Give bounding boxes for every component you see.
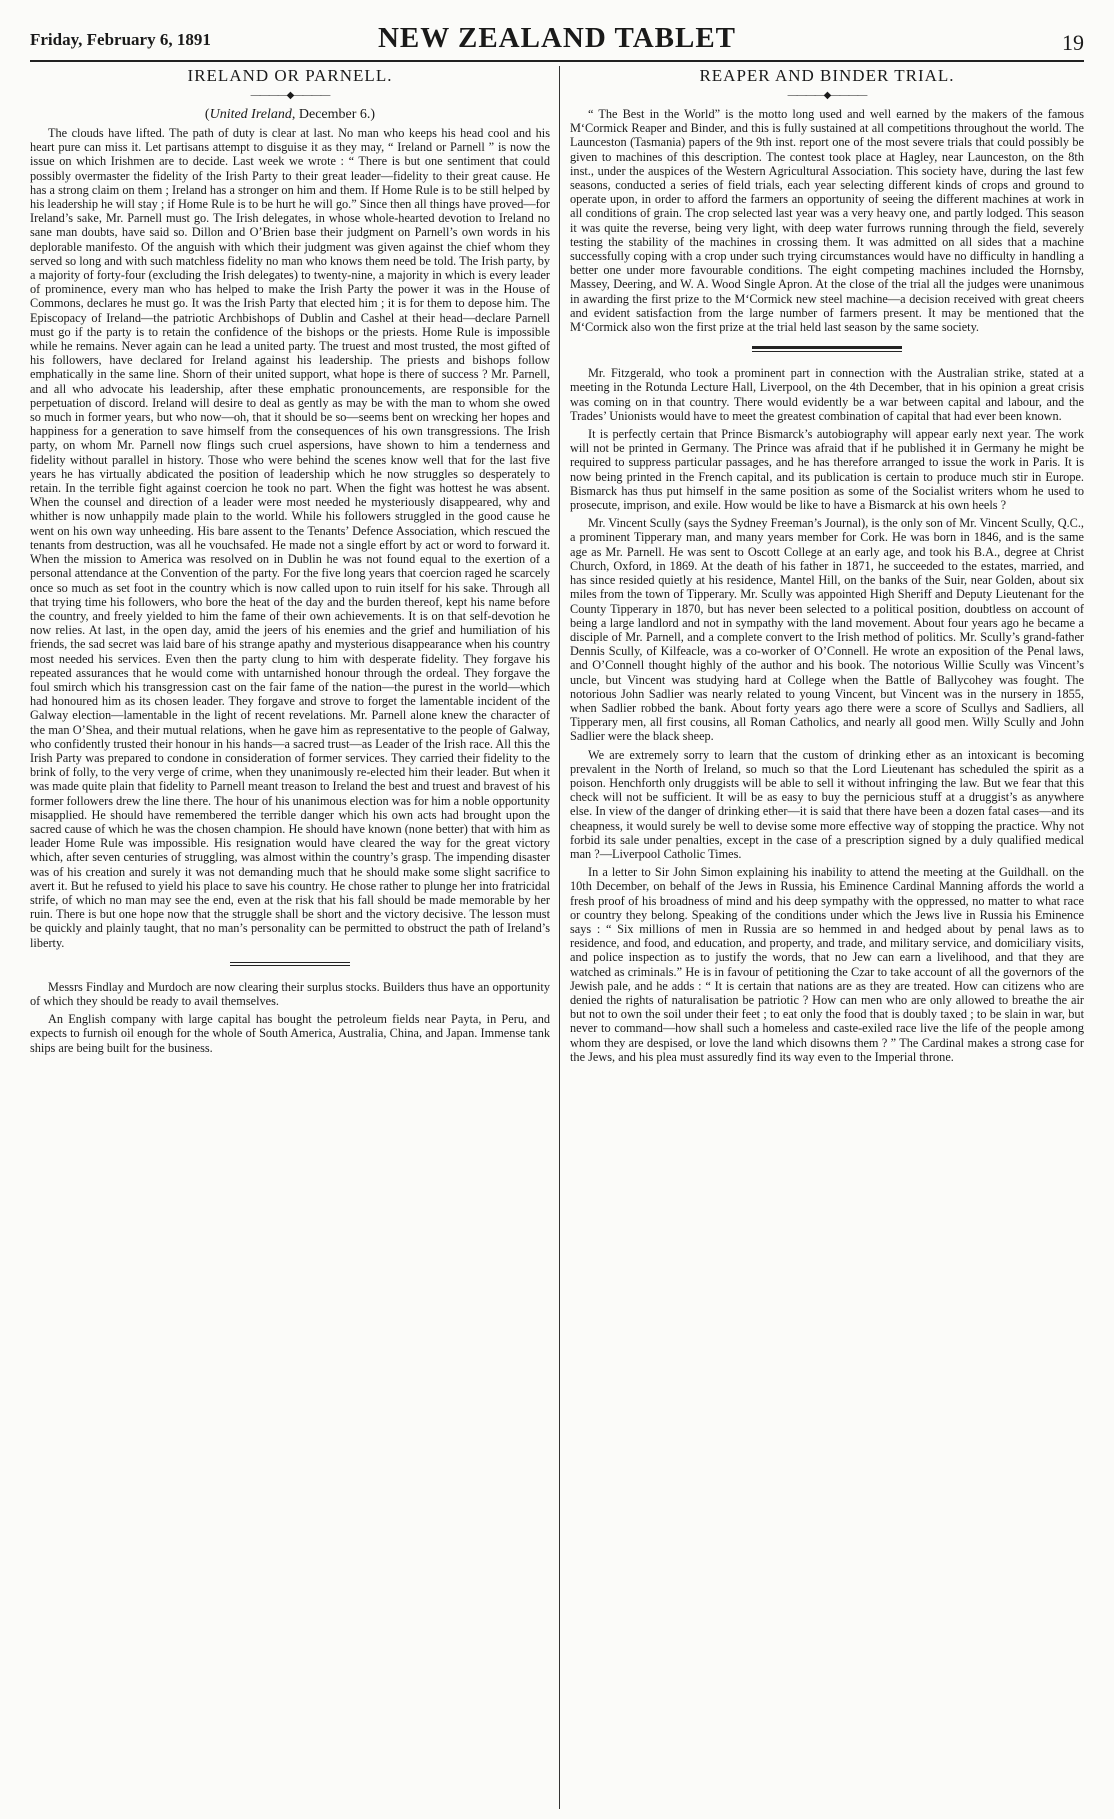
note-paragraph: Messrs Findlay and Murdoch are now clearing their surplus stocks. Builders thus have an opportunity of which they should be ready to avail themselves. [30, 979, 550, 1008]
masthead [30, 18, 1084, 62]
paper-title: NEW ZEALAND TABLET [377, 22, 737, 54]
note-paragraph: An English company with large capital has bought the petroleum fields near Payta, in Peru, and expects to furnish oil enough for the whole of South America, Australia, China, and Japan. Immense tank ships are being built for the business. [30, 1012, 550, 1055]
note-paragraph: In a letter to Sir John Simon explaining his inability to attend the meeting at the Guildhall. on the 10th December, on behalf of the Jews in Russia, his Eminence Cardinal Manning affords the world a fresh proof of his broadness of mind and his deep sympathy with the oppressed, no matter to what race or country they belong. Speaking of the conditions under which the Jews live in Russia his Eminence says : “ Six millions of men in Russia are so hemmed in and hedged about by penal laws as to residence, and food, and education, and property, and trade, and military service, and domiciliary visits, and police inspection as to justify the words, that no Jew can earn a livelihood, and that they are watched as criminals.” He is in favour of petitioning the Czar to take account of all the governors of the Jewish pale, and he adds : “ It is certain that nations are as they are treated. How can citizens who are denied the rights of naturalisation be patriotic ? How can men who are only allowed to breathe the air but not to own the soil under their feet ; to eat only the food that is doubly taxed ; to be slain in war, but never to command—how shall such a homeless and caste-exiled race live the life of the people among whom they are despised, or love the land which disowns them ? ” The Cardinal makes a strong case for the Jews, and his plea must assuredly find its way even to the Imperial throne. [570, 865, 1084, 1064]
columns [30, 66, 1084, 1809]
article-source [30, 107, 550, 123]
reaper-article-body: “ The Best in the World” is the motto long used and well earned by the makers of the famous M‘Cormick Reaper and Binder, and this is fully sustained at all competitions throughout the world. The Launceston (Tasmania) papers of the 9th inst. report one of the most severe trials that could possibly be given to machines of this description. The contest took place at Hagley, near Launceston, on the 8th inst., under the auspices of the Western Agricultural Association. This society have, during the last few seasons, conducted a series of field trials, each year selecting different kinds of crops and ground to operate upon, in order to afford the farmers an opportunity of seeing the different machines at work in all conditions of grain. The crop selected last year was a very heavy one, and partly lodged. This season it was quite the reverse, being very light, with deep water furrows running through the field, severely testing the stability of the machines in crossing them. It was admitted on all sides that a machine successfully coping with a crop under such trying circumstances would have no difficulty in handling a better one under more favourable conditions. The eight competing machines included the Hornsby, Massey, Deering, and W. A. Wood Single Apron. At the close of the trial all the judges were unanimous in awarding the first prize to the M‘Cormick new steel machine—a decision received with great cheers and evident satisfaction from the large number of farmers present. It may be mentioned that the M‘Cormick also won the first prize at the trial held last season by the same society. [570, 107, 1084, 335]
note-paragraph: We are extremely sorry to learn that the custom of drinking ether as an intoxicant is becoming prevalent in the North of Ireland, so much so that the Lord Lieutenant has scheduled the spirit as a poison. Henchforth only druggists will be able to sell it without infringing the law. But we fear that this check will not be sufficient. It will be as easy to buy the pernicious stuff at a druggist’s as anywhere else. In view of the danger of drinking ether—it is said that there have been a dozen fatal cases—and its cheapness, it would surely be well to devise some more effective way of stopping the practice. Why not forbid its sale under penalties, except in the case of a prescription signed by a duly qualified medical man ?—Liverpool Catholic Times. [570, 747, 1084, 861]
article-body: The clouds have lifted. The path of duty is clear at last. No man who keeps his head cool and his heart pure can miss it. Let partisans attempt to disguise it as they may, “ Ireland or Parnell ” is now the issue on which Irishmen are to decide. Last week we wrote : “ There is but one sentiment that could possibly overmaster the fidelity of the Irish Party to their great leader—fidelity to their great cause. He has a strong claim on them ; Ireland has a stronger on him and them. If Home Rule is to be still helped by his leadership he will stay ; if Home Rule is to be hurt he will go.” Since then all things have proved—for Ireland’s sake, Mr. Parnell must go. The Irish delegates, in whose whole-hearted devotion to Ireland no sane man doubts, have said so. Dillon and O’Brien base their judgment on Parnell’s own words in his deplorable manifesto. Of the anguish with which their judgment was given against the chief whom they served so long and with such matchless fidelity no man who knows them need be told. The Irish party, by a majority of forty-four (excluding the Irish delegates) to twenty-nine, a majority in which is every leader of prominence, every man who has helped to make the Irish Party the power it was in the House of Commons, declares he must go. It was the Irish Party that elected him ; it is for them to depose him. The Episcopacy of Ireland—the patriotic Archbishops of Dublin and Cashel at their head—declare Parnell must go if the party is to retain the confidence of the bishops or the priests. Home Rule is impossible while he remains. Never again can he lead a united party. The truest and most trusted, the most gifted of his followers, have declared for Ireland against his leadership. The priests and bishops follow emphatically in the same line. Shorn of their united support, what hope is there of success ? Mr. Parnell, and all who advocate his leadership, after these emphatic pronouncements, are responsible for the perpetuation of discord. Ireland will desire to deal as gently as may be with the man to whom she owed so much in former years, but who now—oh, that it should be so—seems bent on wrecking her hopes and happiness for a generation to save himself from the consequences of his own transgressions. The Irish party, on whom Mr. Parnell now flings such cruel aspersions, have shown to him a tenderness and fidelity without parallel in history. Those who were behind the scenes know well that for the last five years he has virtually abdicated the position of leadership which he now struggles so desperately to retain. In the terrible fight against coercion he took no part. When the fight was hottest he was absent. When the counsel and direction of a leader were most needed he mysteriously disappeared, why and whither is now unhappily made plain to the world. While his followers struggled in the good cause he went on his own way unheeding. His bare assent to the Tenants’ Defence Association, which rescued the tenants from destruction, was all he vouchsafed. He made not a single effort by act or word to forward it. When the mission to America was resolved on in Dublin he was not found equal to the exertion of a personal attendance at the Convention of the party. For the five long years that coercion raged he scarcely once so much as set foot in the country which is now called upon to ruin itself for his sake. Through all that trying time his followers, who bore the heat of the day and the burden thereof, kept his name before the country, and freely yielded to him the fame of their own achievements. It is on that self-devotion he now relies. At last, in the open day, amid the jeers of his enemies and the grief and humiliation of his friends, the sad secret was laid bare of his strange apathy and mysterious disappearance when his country most needed his services. Even then the party clung to him with desperate fidelity. They forgave his repeated assurances that he would come with untarnished honour through the ordeal. They forgave the foul smirch which his transgression cast on the fair fame of the nation—the purest in the world—which had honoured him as its chosen leader. They forgave and strove to forget the lamentable incident of the Galway election—lamentable in the light of recent revelations. Mr. Parnell alone knew the character of the man O’Shea, and their mutual relations, when he gave him as representative to the people of Galway, who confidently trusted their honour in his hands—a sacred trust—as Leader of the Irish race. All this the Irish Party was prepared to condone in consideration of former services. They carried their fidelity to the brink of folly, to the very verge of crime, when they unanimously re-elected him their leader. But when it was made quite plain that fidelity to Parnell meant treason to Ireland the best and truest and bravest of his former followers drew the line there. The hour of his unanimous election was for him a noble opportunity misapplied. He should have remembered the terrible danger which his own acts had brought upon the sacred cause of which he was the chosen champion. He should have known (none better) that with him as leader Home Rule was impossible. His resignation would have cleared the way for the great victory which, after seven centuries of struggling, was almost within the country’s grasp. The impending disaster was of his creation and surely it was not demanding much that he should make some slight sacrifice to avert it. But he refused to yield his place to save his country. He chose rather to plunge her into fratricidal strife, of which no man may see the end, even at the risk that his fall should be made memorable by her ruin. There is but one hope now that the struggle shall be short and the victory decisive. The lesson must be quickly and plainly taught, that no man’s personality can be permitted to obstruct the path of Ireland’s liberty. [30, 126, 550, 950]
column-rule [559, 66, 560, 1809]
source-open: ( [204, 107, 210, 122]
source-date: , December 6.) [291, 107, 376, 122]
title-ornament: ————◆———— [250, 90, 330, 101]
left-column [30, 66, 550, 1809]
page-number: 19 [1062, 30, 1084, 55]
note-paragraph: Mr. Vincent Scully (says the Sydney Freeman’s Journal), is the only son of Mr. Vincent Scully, Q.C., a prominent Tipperary man, and many years member for Cork. He was born in 1846, and is the same age as Mr. Parnell. He was sent to Oscott College at an early age, and took his B.A., degree at Christ Church, Oxford, in 1869. At the death of his father in 1871, he succeeded to the estates, married, and has since resided quietly at his residence, Mantel Hill, on the banks of the Suir, near Golden, about six miles from the town of Tipperary. Mr. Scully was appointed High Sheriff and Deputy Lieutenant for the County Tipperary in 1870, but has never been selected to a political position, doubtless on account of being a large landlord and not in sympathy with the land movement. About four years ago he became a disciple of Mr. Parnell, and a complete convert to the Irish method of politics. Mr. Scully’s grand-father Dennis Scully, of Kilfeacle, was a co-worker of O’Connell. He wrote an exposition of the Penal laws, and O’Connell thought highly of the author and his book. The notorious Willie Scully was Vincent’s uncle, but Vincent was studying hard at College when the Battle of Ballycohey was fought. The notorious John Sadlier was nearly related to young Vincent, but Vincent was in the nursery in 1855, when Sadlier robbed the bank. About forty years ago there were a score of Scullys and Sadliers, all Tipperary men, all first cousins, all Roman Catholics, and nearly all good men. Willy Scully and John Sadlier were the black sheep. [570, 516, 1084, 744]
column-separator [230, 962, 350, 966]
source-publication: United Ireland [209, 107, 292, 122]
note-paragraph: It is perfectly certain that Prince Bismarck’s autobiography will appear early next year. The work will not be printed in Germany. The Prince was afraid that if he published it in Germany he might be required to suppress particular passages, and he has therefore arranged to issue the work in Paris. It is now being printed in the French capital, and its publication is certain to produce much stir in Europe. Bismarck has thus put himself in the same position as some of the Socialist writers whom he used to prosecute, imprison, and exile. How would be like to have a Bismarck at his own heels ? [570, 427, 1084, 513]
right-column [570, 66, 1084, 1809]
note-paragraph: Mr. Fitzgerald, who took a prominent part in connection with the Australian strike, stated at a meeting in the Rotunda Lecture Hall, Liverpool, on the 4th December, that in his opinion a great crisis was coming on in that country. There would evidently be a war between capital and labour, and the Trades’ Unionists would have to meet the greatest combination of capital that had ever been known. [570, 366, 1084, 423]
issue-date: Friday, February 6, 1891 [30, 30, 211, 49]
article-title-reaper: REAPER AND BINDER TRIAL. [699, 66, 955, 85]
title-ornament: ————◆———— [787, 90, 867, 101]
column-separator [752, 346, 902, 352]
article-title-ireland: IRELAND OR PARNELL. [187, 66, 393, 85]
